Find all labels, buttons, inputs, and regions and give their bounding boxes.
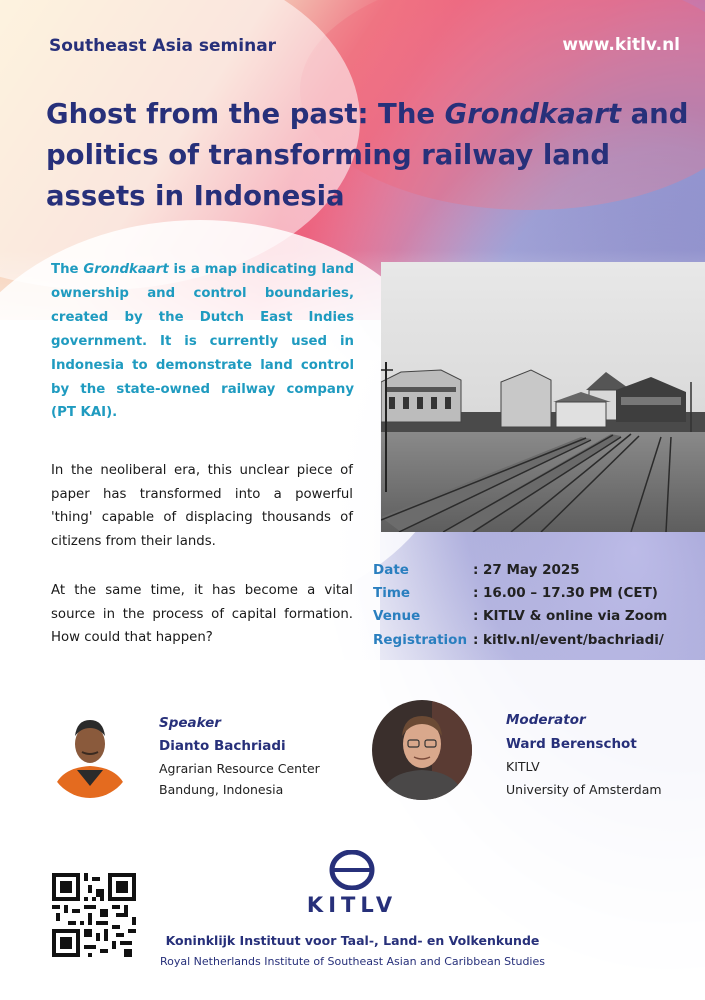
separator: : — [473, 585, 479, 601]
speaker-location: Bandung, Indonesia — [159, 782, 284, 797]
seminar-series-label: Southeast Asia seminar — [49, 36, 277, 56]
seminar-title: Ghost from the past: The Grondkaart and politics of transforming railway land assets in Indonesia — [46, 98, 689, 212]
moderator-role: Moderator — [506, 712, 586, 728]
moderator-name: Ward Berenschot — [506, 736, 637, 752]
body-paragraph-2: At the same time, it has become a vital source in the process of capital formation. How could that happen? — [51, 583, 353, 646]
website-link[interactable]: www.kitlv.nl — [562, 35, 680, 55]
moderator-affiliation-2: University of Amsterdam — [506, 782, 662, 797]
kitlv-logo-text: KITLV — [306, 893, 398, 917]
moderator-affiliation: KITLV — [506, 759, 540, 774]
time-value: 16.00 – 17.30 PM (CET) — [483, 585, 658, 601]
registration-link[interactable]: kitlv.nl/event/bachriadi/ — [483, 632, 664, 648]
date-label: Date — [373, 562, 409, 578]
time-label: Time — [373, 585, 411, 601]
speaker-affiliation: Agrarian Resource Center — [159, 761, 320, 776]
institute-name-english: Royal Netherlands Institute of Southeast Asian and Caribbean Studies — [160, 955, 545, 968]
intro-paragraph: The Grondkaart is a map indicating land ownership and control boundaries, created by the Dutch East Indies government. It is currently used in Indonesia to demonstrate land control by the state-owned railway company (PT KAI). — [51, 262, 354, 421]
speaker-role: Speaker — [159, 715, 221, 731]
railway-station-photo — [381, 262, 705, 532]
venue-label: Venue — [373, 608, 421, 624]
separator: : — [473, 608, 479, 624]
speaker-name: Dianto Bachriadi — [159, 738, 286, 754]
kitlv-logo-icon — [328, 850, 376, 890]
separator: : — [473, 632, 479, 648]
registration-label: Registration — [373, 632, 468, 648]
moderator-avatar — [372, 700, 472, 800]
speaker-avatar — [47, 708, 133, 798]
date-value: 27 May 2025 — [483, 562, 580, 578]
separator: : — [473, 562, 479, 578]
venue-value: KITLV & online via Zoom — [483, 608, 668, 624]
institute-name-dutch: Koninklijk Instituut voor Taal-, Land- en Volkenkunde — [165, 933, 540, 948]
body-paragraph-1: In the neoliberal era, this unclear piece of paper has transformed into a powerful 'thing' capable of displacing thousands of citizens from their lands. — [51, 463, 353, 550]
